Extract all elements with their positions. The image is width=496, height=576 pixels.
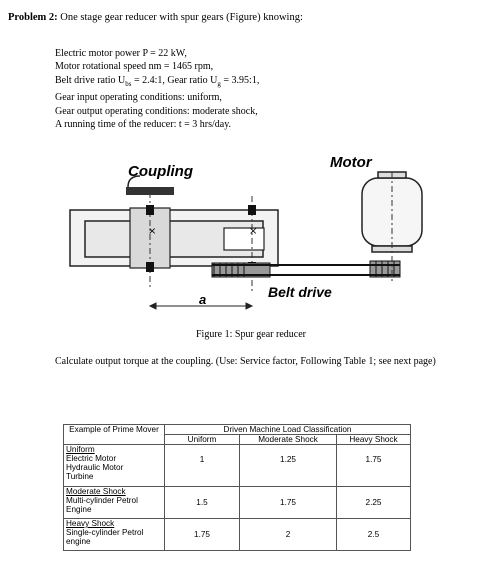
given-item: Belt drive ratio $U_{bs}$ = 2.4:1, Gear ratio $U_g$ = 3.95:1, [55, 74, 260, 88]
given-item: A running time of the reducer: t = 3 hrs/day. [55, 119, 232, 131]
cell-value: 1.25 [240, 445, 337, 487]
motor-label: Motor [330, 154, 372, 171]
gear-pinion [224, 228, 264, 250]
cell-value: 1.75 [337, 445, 411, 487]
group-name: Uniform [66, 445, 95, 454]
cell-value: 1.5 [165, 487, 240, 519]
dimension-label: a [199, 292, 207, 307]
given-item: Motor rotational speed nm = 1465 rpm, [55, 61, 214, 73]
given-item: Gear input operating conditions: uniform, [55, 92, 222, 104]
cell-value: 1 [165, 445, 240, 487]
instruction-text: Calculate output torque at the coupling. (Use: Service factor, Following Table 1; see next page) [55, 356, 436, 367]
group-examples: Multi-cylinder Petrol Engine [66, 496, 138, 514]
subheader-uniform: Uniform [165, 435, 240, 445]
group-examples: Single-cylinder Petrol engine [66, 528, 144, 546]
svg-text:×: × [249, 226, 258, 237]
figure-caption: Figure 1: Spur gear reducer [196, 329, 306, 340]
row-label [64, 519, 165, 551]
group-examples: Electric Motor Hydraulic Motor Turbine [66, 454, 124, 481]
header-load-class: Driven Machine Load Classification [165, 425, 411, 435]
group-name: Moderate Shock [66, 487, 126, 496]
service-factor-table [63, 424, 411, 551]
row-label [64, 445, 165, 487]
coupling-label: Coupling [128, 163, 193, 180]
table-header-row [64, 425, 411, 435]
cell-value: 2.5 [337, 519, 411, 551]
table-row [64, 487, 411, 519]
given-item: Gear output operating conditions: moderate shock, [55, 105, 258, 117]
cell-value: 2.25 [337, 487, 411, 519]
problem-number: Problem 2: [8, 12, 58, 23]
given-item: Electric motor power P = 22 kW, [55, 48, 187, 59]
motor [362, 172, 422, 252]
table-row [64, 519, 411, 551]
coupling [126, 187, 174, 195]
svg-text:×: × [148, 226, 157, 237]
cell-value: 2 [240, 519, 337, 551]
table-row [64, 445, 411, 487]
belt-drive [212, 261, 400, 277]
belt-drive-label: Belt drive [268, 284, 332, 300]
cell-value: 1.75 [240, 487, 337, 519]
subheader-moderate: Moderate Shock [240, 435, 337, 445]
subheader-heavy: Heavy Shock [337, 435, 411, 445]
group-name: Heavy Shock [66, 519, 115, 528]
cell-value: 1.75 [165, 519, 240, 551]
problem-statement: One stage gear reducer with spur gears (Figure) knowing: [60, 12, 303, 23]
row-label [64, 487, 165, 519]
header-prime-mover: Example of Prime Mover [64, 425, 165, 445]
